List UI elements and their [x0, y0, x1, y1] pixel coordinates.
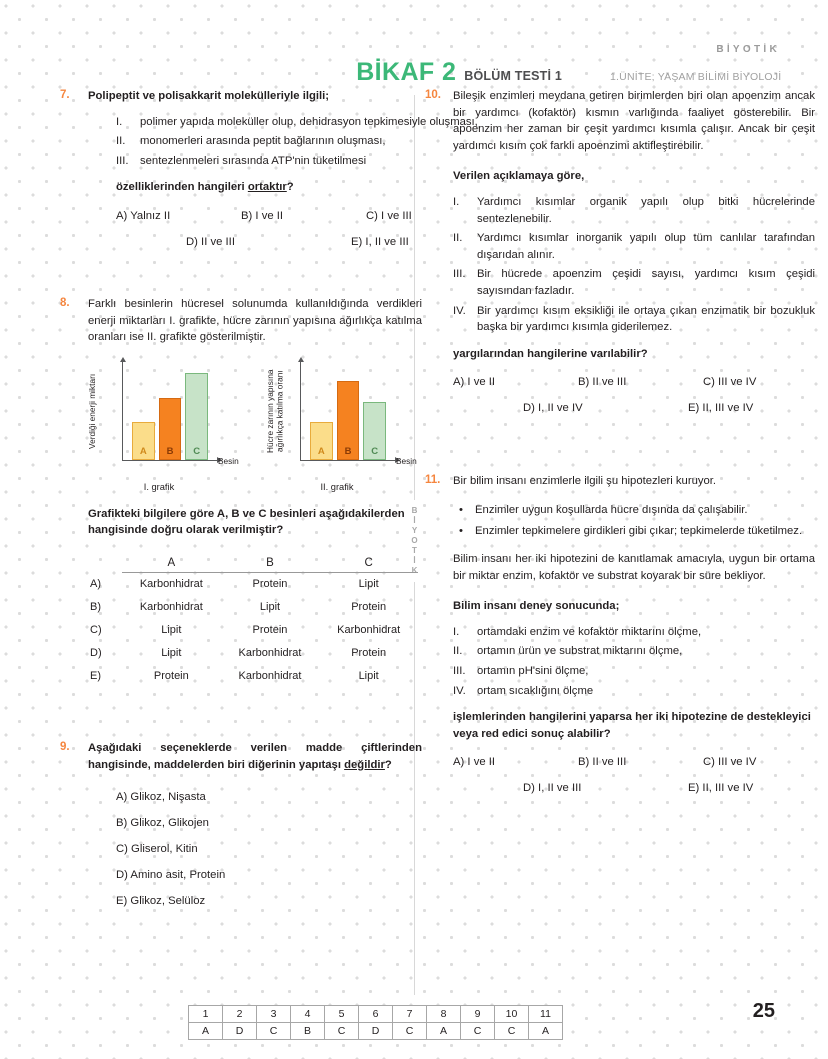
bar-b-label: B	[166, 445, 174, 457]
item-text: Enzimler uygun koşullarda hücre dışında da çalışabilir.	[475, 503, 748, 516]
right-column	[425, 88, 815, 803]
key-answer: D	[359, 1023, 393, 1040]
question-number: 7.	[60, 89, 70, 101]
chart-1-caption: I. grafik	[143, 481, 175, 492]
item-marker: IV.	[453, 684, 466, 697]
item-text: ortamın pH'sini ölçme,	[477, 665, 589, 678]
list-item	[116, 133, 478, 150]
chart-1-xlabel: Besin	[218, 455, 239, 466]
bar-c-label: C	[371, 445, 379, 457]
row-label: C)	[90, 624, 102, 637]
bar-b	[159, 398, 182, 459]
choice-d[interactable]: D) I, II ve IV	[523, 402, 583, 415]
key-number: 10	[495, 1006, 529, 1023]
question-stem: Bir bilim insanı enzimlerle ilgili şu hipotezleri kuruyor.	[453, 475, 717, 488]
roman-list	[453, 194, 815, 336]
chart-2	[265, 360, 417, 492]
question-stem	[88, 740, 422, 773]
cell-a: Karbonhidrat	[139, 601, 203, 614]
bullet-icon: •	[459, 524, 463, 537]
item-text: ortamın ürün ve substrat miktarını ölçme,	[477, 645, 683, 658]
item-marker: III.	[453, 665, 466, 678]
cell-b: Protein	[252, 578, 288, 591]
item-text: sentezlenmeleri sırasında ATP'nin tüketilmesi	[140, 154, 367, 167]
list-item	[453, 266, 815, 299]
item-marker: II.	[116, 135, 126, 148]
ask-prefix: özelliklerinden hangileri	[116, 181, 248, 194]
chart-1-bars	[132, 361, 208, 460]
chart-2-caption: II. grafik	[320, 481, 354, 492]
question-ask: Grafikteki bilgilere göre A, B ve C besinleri aşağıdakilerden hangisinde doğru olarak verilmiştir?	[88, 507, 405, 537]
cell-a: Karbonhidrat	[139, 578, 203, 591]
graph-pair	[88, 360, 422, 492]
stem-prefix: Aşağıdaki seçeneklerde verilen madde çiftlerinden hangisinde, maddelerden biri diğerinin yapıtaşı	[88, 741, 422, 771]
key-answer: C	[393, 1023, 427, 1040]
list-item	[116, 114, 478, 131]
item-marker: I.	[116, 115, 123, 128]
list-item	[453, 683, 815, 700]
list-item	[453, 303, 815, 336]
question-ask: işlemlerinden hangilerini yaparsa her iki hipotezine de destekleyici veya red edici sonuç alabilir?	[453, 711, 811, 740]
list-item	[453, 230, 815, 263]
chart-2-bars	[310, 361, 386, 460]
cell-a: Lipit	[161, 647, 182, 660]
bullet-icon: •	[459, 503, 463, 516]
choice-a[interactable]: A) Yalnız II	[116, 209, 171, 222]
key-answer: C	[257, 1023, 291, 1040]
question-lead: Bilim insanı deney sonucunda;	[453, 600, 620, 613]
page-title: BİKAF 2	[356, 58, 457, 86]
question-number: 8.	[60, 296, 70, 309]
choice-d[interactable]: D) I, II ve III	[523, 782, 582, 795]
bar-a-label: A	[139, 445, 147, 457]
cell-b: Protein	[252, 624, 288, 637]
question-8	[60, 296, 422, 688]
item-marker: IV.	[453, 304, 466, 317]
question-number: 11.	[425, 474, 441, 487]
choice-e[interactable]: E) II, III ve IV	[688, 782, 754, 795]
item-text: monomerleri arasında peptit bağlarının oluşması,	[140, 135, 386, 148]
bar-a-label: A	[317, 445, 325, 457]
choice-c[interactable]: C) III ve IV	[703, 376, 757, 389]
bar-b	[337, 381, 360, 460]
roman-list	[453, 624, 815, 699]
choice-c[interactable]: C) Gliserol, Kitin	[116, 843, 198, 856]
item-text: polimer yapıda moleküller olup, dehidrasyon tepkimesiyle oluşması,	[140, 115, 478, 128]
key-number: 1	[189, 1006, 223, 1023]
stem-emphasis: değildir	[344, 758, 385, 771]
bar-c-label: C	[193, 445, 201, 457]
list-item	[116, 153, 478, 170]
answer-key-table	[188, 1005, 563, 1040]
choice-d[interactable]: D) Amino asit, Protein	[116, 869, 226, 882]
list-item	[453, 194, 815, 227]
choice-c[interactable]: C) III ve IV	[703, 756, 757, 769]
item-text: ortam sıcaklığını ölçme	[477, 684, 594, 697]
table-row[interactable]	[88, 619, 418, 642]
key-number: 4	[291, 1006, 325, 1023]
choice-a[interactable]: A) I ve II	[453, 376, 496, 389]
page-subtitle: BÖLÜM TESTİ 1	[464, 69, 562, 83]
cell-b: Karbonhidrat	[238, 670, 302, 683]
question-ask	[116, 179, 478, 196]
row-label: A)	[90, 578, 101, 591]
unit-label: 1.ÜNİTE; YAŞAM BİLİMİ BİYOLOJİ	[610, 71, 782, 83]
chart-1-yaxis	[122, 361, 123, 461]
key-number: 5	[325, 1006, 359, 1023]
chart-2-xaxis	[300, 460, 396, 461]
bullet-list	[453, 502, 815, 539]
row-label: D)	[90, 647, 102, 660]
key-number: 8	[427, 1006, 461, 1023]
table-row[interactable]	[88, 642, 418, 665]
key-answer: A	[529, 1023, 563, 1040]
answer-key-numbers-row	[189, 1006, 563, 1023]
bar-c	[363, 402, 386, 459]
cell-c: Protein	[351, 647, 387, 660]
bar-a	[310, 422, 333, 460]
choice-c[interactable]: C) I ve III	[366, 209, 412, 222]
key-number: 9	[461, 1006, 495, 1023]
question-stem: Bileşik enzimleri meydana getiren birimlerden biri olan apoenzim ancak bir yardımcı (kofaktör) kısmın varlığında faaliyet gösterebilir. Bir apoenzim her zaman bir çeşit yardımcı kısımla çalışır. Ancak bir çeşit yardımcı kısım çok farklı apoenzimi aktifleştirebilir.	[453, 90, 815, 152]
cell-b: Lipit	[259, 601, 281, 614]
chart-1-xaxis	[122, 460, 218, 461]
cell-a: Protein	[153, 670, 189, 683]
key-number: 6	[359, 1006, 393, 1023]
side-brand-label: BİYOTİK	[407, 500, 422, 582]
item-text: Yardımcı kısımlar organik yapılı olup bitki hücrelerinde sentezlenebilir.	[477, 195, 815, 225]
roman-list	[116, 114, 478, 170]
stem-suffix: ?	[384, 758, 392, 771]
cell-a: Lipit	[161, 624, 182, 637]
key-answer: C	[461, 1023, 495, 1040]
item-text: Bir hücrede apoenzim çeşidi sayısı, yardımcı kısım çeşidi sayısından fazladır.	[477, 268, 815, 297]
option-table	[88, 555, 418, 688]
cell-c: Lipit	[358, 578, 379, 591]
col-a: A	[122, 555, 221, 573]
table-row[interactable]	[88, 665, 418, 688]
page-header	[0, 44, 828, 90]
choice-e[interactable]: E) I, II ve III	[351, 235, 409, 248]
question-number: 10.	[425, 89, 441, 101]
choice-b[interactable]: B) I ve II	[241, 209, 284, 222]
key-answer: C	[325, 1023, 359, 1040]
question-stem: Polipeptit ve polisakkarit molekülleriyle ilgili;	[88, 90, 330, 102]
item-text: Bir yardımcı kısım eksikliği ile ortaya çıkan enzimatik bir bozukluk başka bir yardımcı kısımla giderilemez.	[477, 304, 815, 334]
col-c: C	[319, 555, 418, 573]
cell-b: Karbonhidrat	[238, 647, 302, 660]
cell-c: Lipit	[358, 670, 379, 683]
choice-list	[116, 789, 422, 910]
key-number: 3	[257, 1006, 291, 1023]
question-stem: Farklı besinlerin hücresel solunumda kullanıldığında verdikleri enerji miktarları I. grafikte, hücre zarının yapısına ağırlıkça katılma oranları ise II. grafikte gösterilmiştir.	[88, 297, 422, 344]
choice-b[interactable]: B) II ve III	[578, 376, 627, 389]
list-item	[453, 523, 815, 540]
item-marker: III.	[116, 154, 129, 167]
bar-c	[185, 373, 208, 460]
key-answer: D	[223, 1023, 257, 1040]
item-marker: II.	[453, 232, 463, 245]
question-number: 9.	[60, 740, 70, 753]
row-label: E)	[90, 670, 101, 683]
list-item	[453, 502, 815, 519]
chart-2-xlabel: Besin	[396, 455, 417, 466]
key-number: 2	[223, 1006, 257, 1023]
question-paragraph: Bilim insanı her iki hipotezini de kanıtlamak amacıyla, uygun bir ortama bir miktar enzim, kofaktör ve substrat koyarak bir süre bekliyor.	[453, 553, 815, 582]
key-answer: B	[291, 1023, 325, 1040]
choice-list	[116, 208, 478, 251]
brand-label: BİYOTİK	[716, 44, 780, 55]
key-answer: A	[189, 1023, 223, 1040]
item-text: Enzimler tepkimelere girdikleri gibi çıkar; tepkimelerde tüketilmez.	[475, 524, 803, 537]
cell-c: Protein	[351, 601, 387, 614]
table-header-row	[88, 555, 418, 573]
choice-a[interactable]: A) I ve II	[453, 756, 496, 769]
cell-c: Karbonhidrat	[337, 624, 401, 637]
answer-key-answers-row	[189, 1023, 563, 1040]
key-answer: A	[427, 1023, 461, 1040]
chart-1	[87, 360, 239, 492]
item-marker: I.	[453, 625, 460, 638]
table-row[interactable]	[88, 596, 418, 619]
list-item	[453, 624, 815, 641]
ask-suffix: ?	[286, 181, 294, 194]
bar-a	[132, 422, 155, 460]
item-text: ortamdaki enzim ve kofaktör miktarını ölçme,	[477, 625, 702, 638]
item-marker: I.	[453, 195, 460, 208]
list-item	[453, 663, 815, 680]
choice-e[interactable]: E) Glikoz, Selüloz	[116, 895, 206, 908]
choice-b[interactable]: B) II ve III	[578, 756, 627, 769]
col-b: B	[221, 555, 320, 573]
page-number: 25	[752, 1000, 775, 1022]
item-marker: II.	[453, 645, 463, 658]
key-number: 11	[529, 1006, 563, 1023]
question-ask: yargılarından hangilerine varılabilir?	[453, 347, 648, 360]
question-lead: Verilen açıklamaya göre,	[453, 170, 585, 183]
row-label: B)	[90, 601, 101, 614]
col-blank	[88, 555, 122, 573]
item-marker: III.	[453, 268, 466, 281]
chart-1-ylabel: Verdiği enerji miktarı	[87, 373, 97, 449]
choice-a[interactable]: A) Glikoz, Nişasta	[116, 791, 206, 804]
choice-e[interactable]: E) II, III ve IV	[688, 402, 754, 415]
choice-d[interactable]: D) II ve III	[186, 235, 235, 248]
question-11	[425, 473, 815, 797]
list-item	[453, 643, 815, 660]
choice-list	[453, 754, 815, 797]
question-9	[60, 740, 422, 910]
choice-b[interactable]: B) Glikoz, Glikojen	[116, 817, 209, 830]
item-text: Yardımcı kısımlar inorganik yapılı olup tüm canlılar tarafından dışarıdan alınır.	[477, 232, 815, 261]
chart-2-ylabel: Hücre zarının yapısına ağırlıkça katılma oranı	[265, 369, 285, 453]
question-10	[425, 88, 815, 417]
ask-emphasis: ortaktır	[247, 181, 287, 194]
key-answer: C	[495, 1023, 529, 1040]
table-row[interactable]	[88, 572, 418, 596]
chart-2-yaxis	[300, 361, 301, 461]
choice-list	[453, 374, 815, 417]
key-number: 7	[393, 1006, 427, 1023]
bar-b-label: B	[344, 445, 352, 457]
